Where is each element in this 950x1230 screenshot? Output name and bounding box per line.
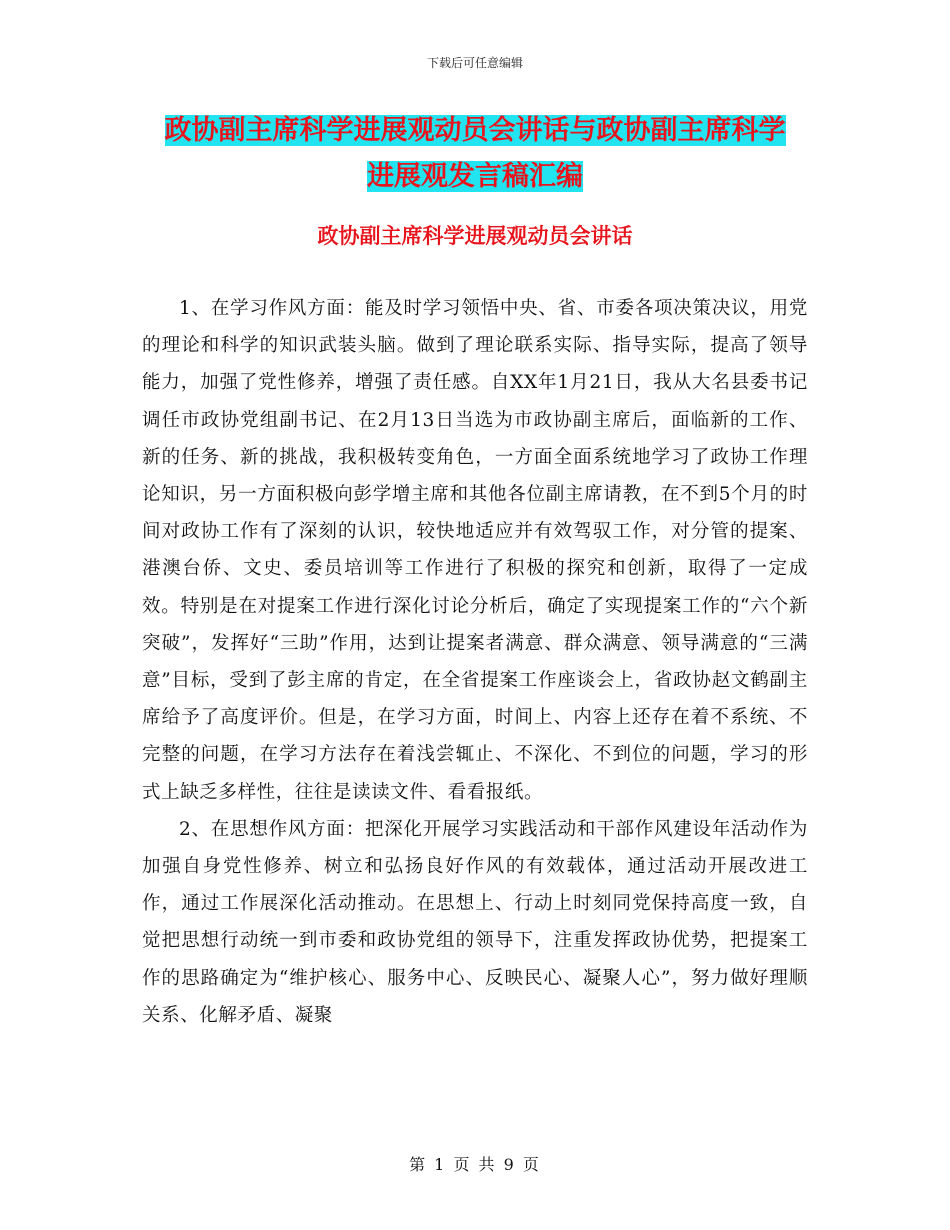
header-note: 下载后可任意编辑 [426, 56, 523, 70]
paragraph-1: 1、在学习作风方面：能及时学习领悟中央、省、市委各项决策决议，用党的理论和科学的知识武装头脑。做到了理论联系实际、指导实际，提高了领导能力，加强了党性修养，增强了责任感。自XX年1月21日，我从大名县委书记调任市政协党组副书记、在2月13日当选为市政协副主席后，面临新的工作、新的任务、新的挑战，我积极转变角色，一方面全面系统地学习了政协工作理论知识，另一方面积极向彭学增主席和其他各位副主席请教，在不到5个月的时间对政协工作有了深刻的认识，较快地适应并有效驾驭工作，对分管的提案、港澳台侨、文史、委员培训等工作进行了积极的探究和创新，取得了一定成效。特别是在对提案工作进行深化讨论分析后，确定了实现提案工作的“六个新突破”，发挥好“三助”作用，达到让提案者满意、群众满意、领导满意的“三满意”目标，受到了彭主席的肯定，在全省提案工作座谈会上，省政协赵文鹤副主席给予了高度评价。但是，在学习方面，时间上、内容上还存在着不系统、不完整的问题，在学习方法存在着浅尝辄止、不深化、不到位的问题，学习的形式上缺乏多样性，往往是读读文件、看看报纸。 [142, 298, 808, 803]
document-title-line-1: 政协副主席科学进展观动员会讲话与政协副主席科学 [164, 115, 786, 146]
section-title: 政协副主席科学进展观动员会讲话 [317, 223, 633, 248]
body-text [142, 290, 808, 1034]
page-number: 第 1 页 共 9 页 [409, 1155, 541, 1174]
document-title-line-2: 进展观发言稿汇编 [367, 161, 583, 192]
paragraph-2: 2、在思想作风方面：把深化开展学习实践活动和干部作风建设年活动作为加强自身党性修养、树立和弘扬良好作风的有效载体，通过活动开展改进工作，通过工作展深化活动推动。在思想上、行动上时刻同党保持高度一致，自觉把思想行动统一到市委和政协党组的领导下，注重发挥政协优势，把提案工作的思路确定为“维护核心、服务中心、反映民心、凝聚人心”，努力做好理顺关系、化解矛盾、凝聚 [142, 818, 808, 1026]
document-title [130, 108, 820, 200]
